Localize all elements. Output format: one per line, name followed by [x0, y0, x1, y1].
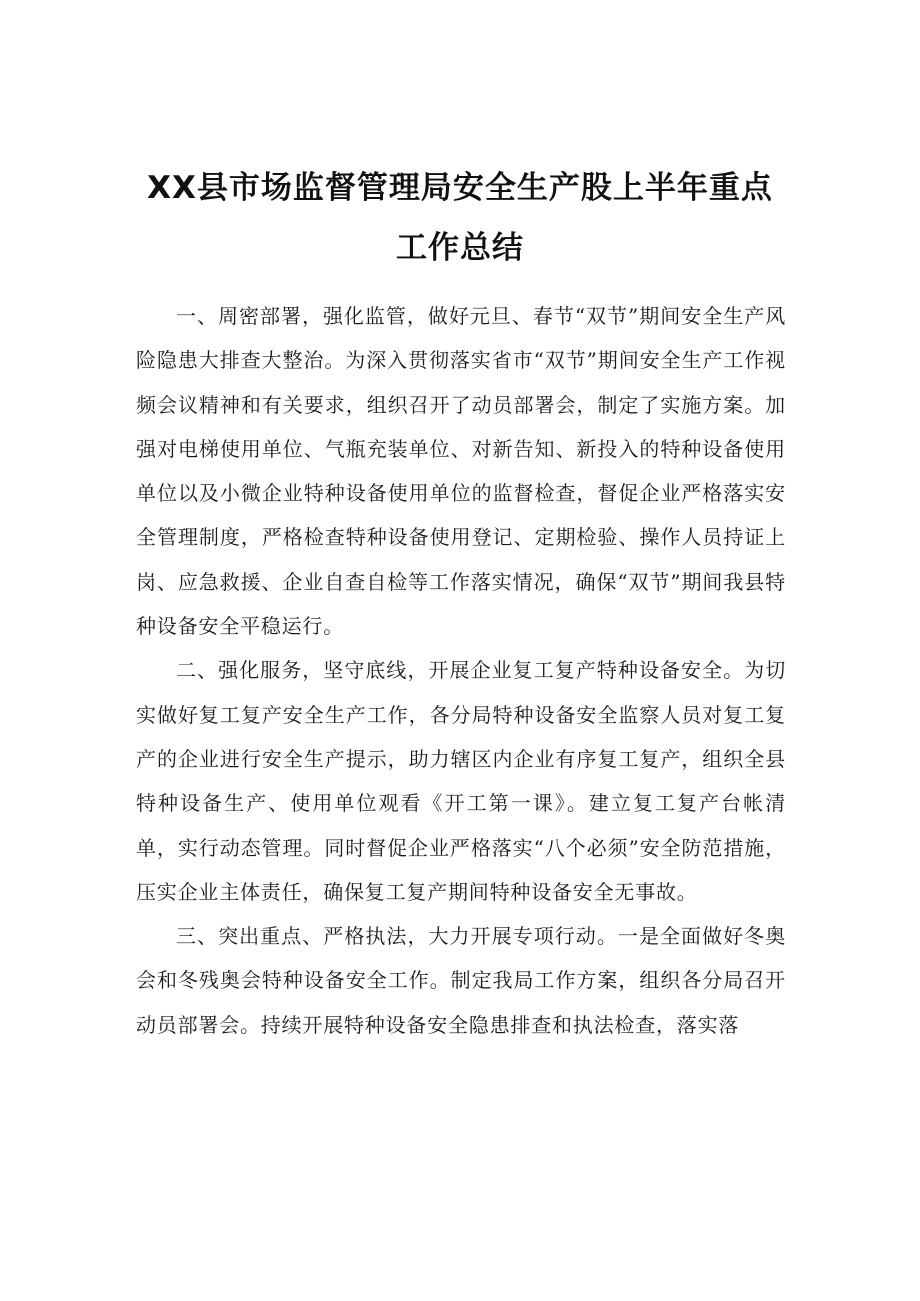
paragraph-1: 一、周密部署，强化监管，做好元旦、春节“双节”期间安全生产风险隐患大排查大整治。为深入贯彻落实省市“双节”期间安全生产工作视频会议精神和有关要求，组织召开了动员部署会，制定了实施方案。加强对电梯使用单位、气瓶充装单位、对新告知、新投入的特种设备使用单位以及小微企业特种设备使用单位的监督检查，督促企业严格落实安全管理制度，严格检查特种设备使用登记、定期检验、操作人员持证上岗、应急救援、企业自查自检等工作落实情况，确保“双节”期间我县特种设备安全平稳运行。 [136, 304, 786, 639]
title-line-1: XX县市场监督管理局安全生产股上半年重点 [147, 170, 773, 206]
paragraph-3: 三、突出重点、严格执法，大力开展专项行动。一是全面做好冬奥会和冬残奥会特种设备安全工作。制定我局工作方案，组织各分局召开动员部署会。持续开展特种设备安全隐患排查和执法检查，落实落 [136, 924, 786, 1037]
paragraph-2: 二、强化服务，坚守底线，开展企业复工复产特种设备安全。为切实做好复工复产安全生产工作，各分局特种设备安全监察人员对复工复产的企业进行安全生产提示，助力辖区内企业有序复工复产，组织全县特种设备生产、使用单位观看《开工第一课》。建立复工复产台帐清单，实行动态管理。同时督促企业严格落实“八个必须”安全防范措施，压实企业主体责任，确保复工复产期间特种设备安全无事故。 [136, 658, 786, 904]
document-title [120, 158, 800, 278]
document-body [136, 294, 786, 1047]
title-line-2: 工作总结 [396, 230, 524, 266]
